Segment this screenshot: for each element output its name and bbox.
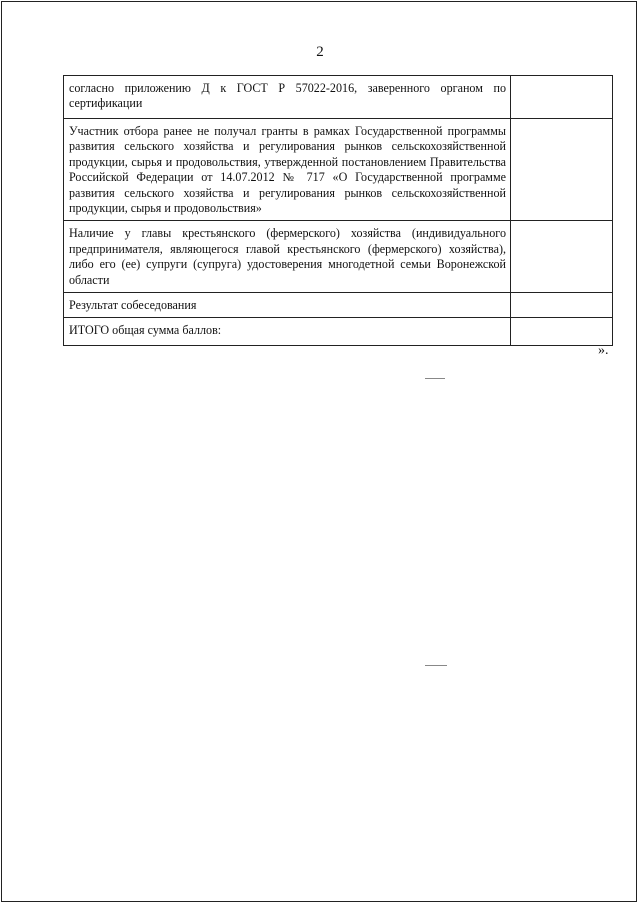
scan-artifact xyxy=(425,378,445,379)
criterion-text: Результат собеседования xyxy=(64,293,511,318)
table-row xyxy=(64,221,613,293)
criterion-score xyxy=(511,293,613,318)
closing-quote-mark: ». xyxy=(598,343,609,358)
criterion-score xyxy=(511,318,613,346)
table-row xyxy=(64,293,613,318)
criterion-text: Наличие у главы крестьянского (фермерского) хозяйства (индивидуального предпринимателя, являющегося главой крестьянского (фермерского) хозяйства), либо его (ее) супруги (супруга) удостоверения многодетной семьи Воронежской области xyxy=(64,221,511,293)
criterion-text: ИТОГО общая сумма баллов: xyxy=(64,318,511,346)
table-row xyxy=(64,318,613,346)
page-number: 2 xyxy=(316,44,324,60)
criterion-score xyxy=(511,119,613,221)
scan-artifact xyxy=(425,665,447,666)
criterion-score xyxy=(511,221,613,293)
criterion-text: Участник отбора ранее не получал гранты в рамках Государственной программы развития сельского хозяйства и регулирования рынков сельскохозяйственной продукции, сырья и продовольствия, утвержденной постановлением Правительства Российской Федерации от 14.07.2012 № 717 «О Государственной программе развития сельского хозяйства и регулирования рынков сельскохозяйственной продукции, сырья и продовольствия» xyxy=(64,119,511,221)
criteria-table xyxy=(63,75,613,346)
criterion-score xyxy=(511,76,613,119)
criterion-text: согласно приложению Д к ГОСТ Р 57022-2016, заверенного органом по сертификации xyxy=(64,76,511,119)
table-row xyxy=(64,119,613,221)
table-row xyxy=(64,76,613,119)
